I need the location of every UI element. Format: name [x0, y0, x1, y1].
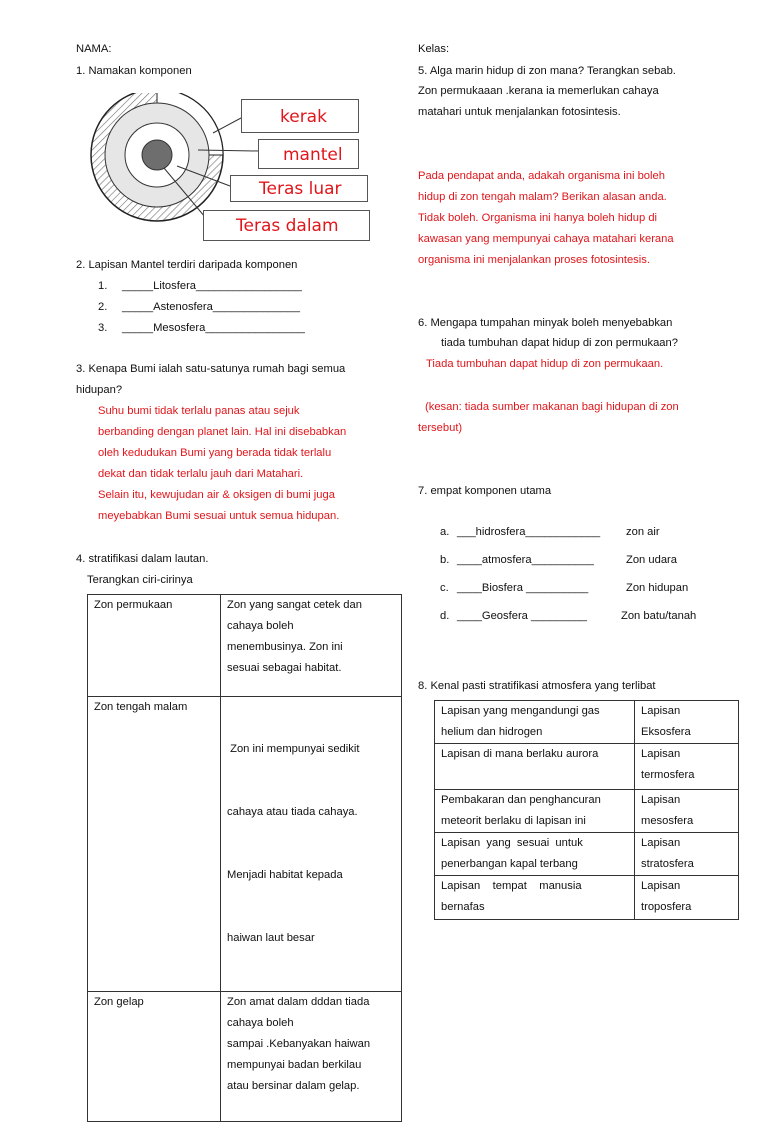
layer-desc — [435, 876, 635, 920]
label-teras-luar: Teras luar — [230, 175, 368, 202]
zone-desc-line: atau bersinar dalam gelap. — [227, 1080, 360, 1092]
layer-desc-line: Lapisan yang mengandungi gas — [441, 705, 600, 717]
ocean-zone-table — [87, 594, 402, 1122]
q3-answer-line: Selain itu, kewujudan air & oksigen di bumi juga — [98, 489, 335, 501]
label-kerak: kerak — [241, 99, 359, 133]
layer-name — [635, 876, 739, 920]
layer-name-line: termosfera — [641, 769, 695, 781]
layer-desc — [435, 790, 635, 833]
inner-core-circle — [142, 140, 172, 170]
layer-name-line: troposfera — [641, 901, 692, 913]
q5-answer-line: Zon permukaaan .kerana ia memerlukan cahaya — [418, 85, 659, 97]
q5-extra-line: kawasan yang mempunyai cahaya matahari kerana — [418, 233, 674, 245]
layer-desc-line: Lapisan yang sesuai untuk — [441, 837, 583, 849]
q5-extra-line: hidup di zon tengah malam? Berikan alasan anda. — [418, 191, 667, 203]
zone-desc-line: cahaya atau tiada cahaya. — [227, 806, 358, 818]
q3-answer-line: berbanding dengan planet lain. Hal ini disebabkan — [98, 426, 347, 438]
layer-name — [635, 701, 739, 744]
table-row — [435, 744, 739, 790]
layer-name-line: Lapisan — [641, 837, 681, 849]
layer-desc — [435, 833, 635, 876]
layer-desc-line: Pembakaran dan penghancuran — [441, 794, 601, 806]
q7-c-blank: ____Biosfera __________ — [457, 582, 589, 594]
layer-desc-line: penerbangan kapal terbang — [441, 858, 578, 870]
zone-desc-line: Zon ini mempunyai sedikit — [227, 743, 360, 755]
q7-a-zone: zon air — [626, 526, 660, 538]
table-row — [435, 701, 739, 744]
atmosphere-table — [434, 700, 739, 920]
q5-extra-line: Pada pendapat anda, adakah organisma ini boleh — [418, 170, 665, 182]
layer-desc-line: helium dan hidrogen — [441, 726, 543, 738]
zone-desc — [221, 992, 402, 1122]
layer-name-line: Lapisan — [641, 705, 681, 717]
layer-name-line: stratosfera — [641, 858, 694, 870]
layer-name — [635, 833, 739, 876]
zone-desc-line: Menjadi habitat kepada — [227, 869, 343, 881]
q7-title: 7. empat komponen utama — [418, 485, 552, 497]
q5-title: 5. Alga marin hidup di zon mana? Terangkan sebab. — [418, 65, 676, 77]
zone-name — [88, 595, 221, 697]
q7-d-zone: Zon batu/tanah — [621, 610, 697, 622]
q2-item-3-num: 3. — [98, 322, 108, 334]
q5-answer-line: matahari untuk menjalankan fotosintesis. — [418, 106, 621, 118]
q7-b-letter: b. — [440, 554, 450, 566]
q2-title: 2. Lapisan Mantel terdiri daripada komponen — [76, 259, 298, 271]
layer-desc — [435, 744, 635, 790]
q5-answer — [418, 81, 659, 123]
q3-answer-line: Suhu bumi tidak terlalu panas atau sejuk — [98, 405, 300, 417]
q8-title: 8. Kenal pasti stratifikasi atmosfera yang terlibat — [418, 680, 656, 692]
zone-desc-line: haiwan laut besar — [227, 932, 315, 944]
zone-desc-line: cahaya boleh — [227, 620, 294, 632]
q6-note-2: tersebut) — [418, 422, 463, 434]
zone-desc-line: sesuai sebagai habitat. — [227, 662, 342, 674]
q7-b-zone: Zon udara — [626, 554, 677, 566]
q3-answer-line: oleh kedudukan Bumi yang berada tidak terlalu — [98, 447, 332, 459]
zone-desc-line: cahaya boleh — [227, 1017, 294, 1029]
table-row — [88, 697, 402, 992]
layer-name — [635, 790, 739, 833]
q3-title-2: hidupan? — [76, 384, 123, 396]
q5-extra — [418, 166, 674, 271]
table-row — [435, 876, 739, 920]
zone-name-text: Zon tengah malam — [94, 701, 188, 713]
q4-title: 4. stratifikasi dalam lautan. — [76, 553, 209, 565]
nama-label: NAMA: — [76, 43, 112, 55]
q3-answer-line: meyebabkan Bumi sesuai untuk semua hidupan. — [98, 510, 340, 522]
zone-desc-line: Zon amat dalam dddan tiada — [227, 996, 370, 1008]
zone-name — [88, 697, 221, 992]
q3-answer-line: dekat dan tidak terlalu jauh dari Matahari. — [98, 468, 304, 480]
zone-desc-line: Zon yang sangat cetek dan — [227, 599, 362, 611]
layer-name-line: Lapisan — [641, 794, 681, 806]
zone-desc — [221, 595, 402, 697]
q7-d-blank: ____Geosfera _________ — [457, 610, 588, 622]
q7-c-zone: Zon hidupan — [626, 582, 689, 594]
q2-item-2-num: 2. — [98, 301, 108, 313]
q6-title-2: tiada tumbuhan dapat hidup di zon permukaan? — [441, 337, 678, 349]
q5-extra-line: Tidak boleh. Organisma ini hanya boleh hidup di — [418, 212, 658, 224]
q2-item-1-num: 1. — [98, 280, 108, 292]
layer-name-line: Lapisan — [641, 880, 681, 892]
q3-answer — [98, 401, 346, 527]
layer-desc-line: Lapisan tempat manusia — [441, 880, 582, 892]
q7-c-letter: c. — [440, 582, 449, 594]
layer-name-line: Lapisan — [641, 748, 681, 760]
layer-desc-line: meteorit berlaku di lapisan ini — [441, 815, 586, 827]
zone-name — [88, 992, 221, 1122]
zone-name-text: Zon permukaan — [94, 599, 173, 611]
q6-note: (kesan: tiada sumber makanan bagi hidupan di zon — [425, 401, 679, 413]
layer-desc-line: bernafas — [441, 901, 485, 913]
layer-desc-line: Lapisan di mana berlaku aurora — [441, 748, 599, 760]
layer-name-line: Eksosfera — [641, 726, 691, 738]
zone-desc-line: menembusinya. Zon ini — [227, 641, 343, 653]
q6-answer: Tiada tumbuhan dapat hidup di zon permukaan. — [426, 358, 664, 370]
table-row — [435, 790, 739, 833]
q1-title: 1. Namakan komponen — [76, 65, 192, 77]
q7-d-letter: d. — [440, 610, 450, 622]
zone-desc-line: sampai .Kebanyakan haiwan — [227, 1038, 371, 1050]
layer-name — [635, 744, 739, 790]
q4-subtitle: Terangkan ciri-cirinya — [87, 574, 193, 586]
table-row — [88, 992, 402, 1122]
q6-title: 6. Mengapa tumpahan minyak boleh menyebabkan — [418, 317, 673, 329]
label-mantel: mantel — [258, 139, 359, 169]
zone-desc-line: mempunyai badan berkilau — [227, 1059, 362, 1071]
table-row — [435, 833, 739, 876]
kelas-label: Kelas: — [418, 43, 450, 55]
q7-a-blank: ___hidrosfera____________ — [457, 526, 601, 538]
q2-item-3: _____Mesosfera________________ — [122, 322, 305, 334]
q7-a-letter: a. — [440, 526, 450, 538]
q7-b-blank: ____atmosfera__________ — [457, 554, 594, 566]
zone-desc — [221, 697, 402, 992]
layer-name-line: mesosfera — [641, 815, 694, 827]
q3-title: 3. Kenapa Bumi ialah satu-satunya rumah bagi semua — [76, 363, 346, 375]
table-row — [88, 595, 402, 697]
q2-item-2: _____Astenosfera______________ — [122, 301, 300, 313]
layer-desc — [435, 701, 635, 744]
label-teras-dalam: Teras dalam — [203, 210, 370, 241]
q2-item-1: _____Litosfera_________________ — [122, 280, 302, 292]
q5-extra-line: organisma ini menjalankan proses fotosintesis. — [418, 254, 650, 266]
zone-name-text: Zon gelap — [94, 996, 144, 1008]
